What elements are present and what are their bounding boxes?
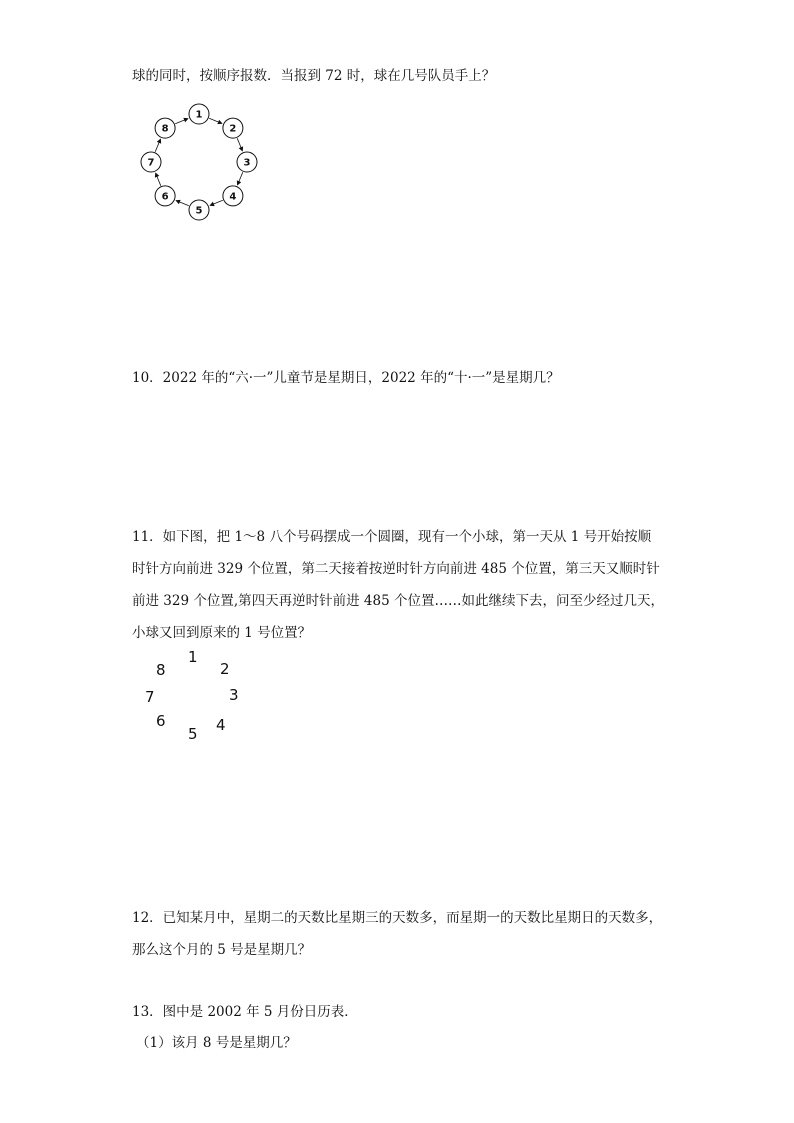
ring-node-label: 2: [229, 123, 237, 135]
ring-number-7: 7: [145, 688, 155, 706]
question-11-line-3: 前进 329 个位置,第四天再逆时针前进 485 个位置……如此继续下去，问至少经过几天，: [132, 593, 664, 609]
ring-node-label: 4: [229, 191, 237, 203]
ring-node-2: [223, 118, 243, 138]
ring-node-8: [155, 118, 175, 138]
ring-number-6: 6: [156, 712, 166, 730]
question-12-line-2: 那么这个月的 5 号是星期几？: [132, 942, 312, 958]
ring-node-label: 8: [161, 123, 169, 135]
ring-node-label: 1: [195, 109, 203, 121]
question-11-line-2: 时针方向前进 329 个位置，第二天接着按逆时针方向前进 485 个位置，第三天又顺时针: [132, 561, 660, 577]
ring-node-7: [141, 152, 161, 172]
ring-node-label: 3: [243, 157, 251, 169]
ring-node-5: [189, 200, 209, 220]
ring-number-1: 1: [188, 648, 198, 666]
ring-arrow: [175, 119, 188, 124]
question-9-tail: 球的同时，按顺序报数．当报到 72 时，球在几号队员手上？: [132, 68, 496, 84]
ring-node-3: [237, 152, 257, 172]
ring-arrow: [155, 139, 160, 152]
ring-node-4: [223, 186, 243, 206]
ring-arrow: [176, 201, 189, 206]
ring-node-label: 7: [147, 157, 155, 169]
ring-arrow: [209, 118, 222, 123]
ring-node-label: 6: [161, 191, 169, 203]
ring-arrow: [156, 173, 161, 186]
question-12-line-1: 12．已知某月中，星期二的天数比星期三的天数多，而星期一的天数比星期日的天数多，: [132, 910, 663, 926]
ring-node-label: 5: [195, 205, 203, 217]
question-13: 13．图中是 2002 年 5 月份日历表．: [132, 1004, 358, 1020]
question-11-line-4: 小球又回到原来的 1 号位置？: [132, 625, 312, 641]
ring-number-3: 3: [229, 686, 239, 704]
player-ring-diagram: [133, 100, 263, 225]
ring-number-4: 4: [216, 716, 226, 734]
ring-node-1: [189, 104, 209, 124]
question-13-sub-1: （1）该月 8 号是星期几？: [136, 1035, 297, 1051]
ring-number-2: 2: [220, 660, 230, 678]
ring-arrow: [237, 138, 242, 151]
number-ring-diagram: [140, 640, 250, 750]
question-11-line-1: 11．如下图，把 1～8 八个号码摆成一个圆圈，现有一个小球，第一天从 1 号开始按顺: [132, 529, 652, 545]
ring-number-8: 8: [156, 661, 166, 679]
question-10: 10．2022 年的“六·一”儿童节是星期日，2022 年的“十·一”是星期几？: [132, 370, 560, 386]
ring-arrow: [210, 200, 223, 205]
ring-node-6: [155, 186, 175, 206]
ring-number-5: 5: [188, 725, 198, 743]
ring-arrow: [238, 172, 243, 185]
